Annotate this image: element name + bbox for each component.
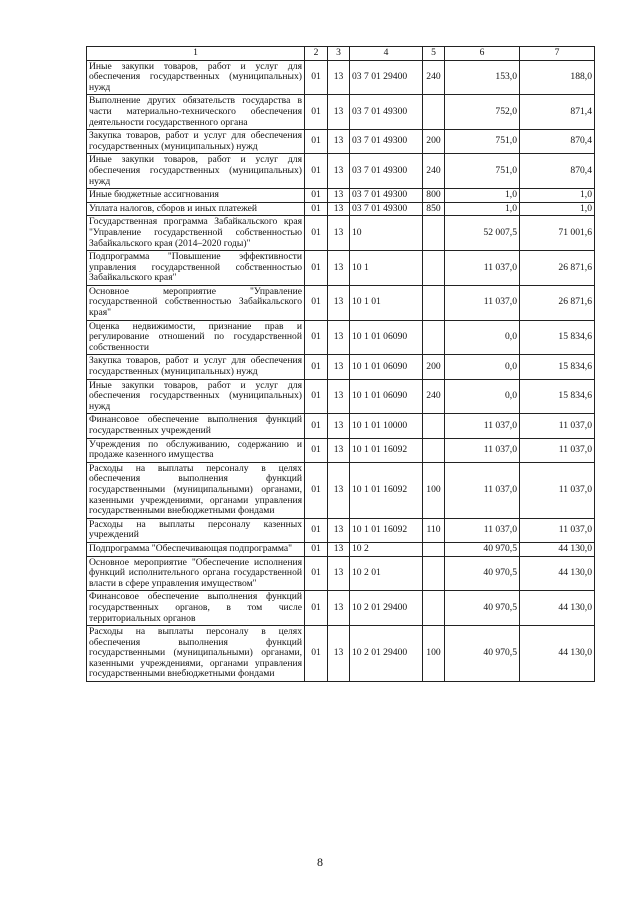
cell-target-article: 10 1 01 [350,285,423,320]
cell-subsection: 13 [328,462,350,518]
table-row [87,154,595,189]
cell-description: Расходы на выплаты персоналу в целях обеспечения выполнения функций государственными (муниципальными) органами, казенными учреждениями, органами управления государственными внебюджетными фондами [87,626,305,682]
cell-section: 01 [305,130,328,154]
cell-subsection: 13 [328,60,350,95]
table-row [87,591,595,626]
table-row [87,518,595,542]
table-row [87,285,595,320]
table-row [87,626,595,682]
cell-description: Государственная программа Забайкальского края "Управление государственной собственностью Забайкальского края (2014–2020 годы)" [87,216,305,251]
cell-amount-year1: 0,0 [445,320,520,355]
header-cell-amount-year1: 6 [445,47,520,61]
cell-amount-year1: 11 037,0 [445,438,520,462]
cell-subsection: 13 [328,320,350,355]
cell-section: 01 [305,626,328,682]
cell-subsection: 13 [328,251,350,286]
cell-expense-type: 240 [423,60,445,95]
header-cell-subsection: 3 [328,47,350,61]
table-row [87,216,595,251]
cell-section: 01 [305,355,328,379]
cell-section: 01 [305,60,328,95]
header-cell-section: 2 [305,47,328,61]
cell-description: Иные закупки товаров, работ и услуг для обеспечения государственных (муниципальных) нужд [87,154,305,189]
cell-expense-type: 800 [423,189,445,203]
cell-subsection: 13 [328,154,350,189]
cell-amount-year1: 751,0 [445,130,520,154]
cell-expense-type: 100 [423,626,445,682]
cell-amount-year1: 40 970,5 [445,591,520,626]
cell-amount-year1: 752,0 [445,95,520,130]
cell-description: Оценка недвижимости, признание прав и регулирование отношений по государственной собственности [87,320,305,355]
cell-section: 01 [305,95,328,130]
cell-description: Закупка товаров, работ и услуг для обеспечения государственных (муниципальных) нужд [87,355,305,379]
cell-section: 01 [305,285,328,320]
cell-expense-type: 240 [423,154,445,189]
cell-expense-type: 850 [423,202,445,216]
cell-target-article: 10 1 01 06090 [350,320,423,355]
cell-target-article: 10 2 01 29400 [350,626,423,682]
cell-target-article: 10 1 01 06090 [350,355,423,379]
cell-expense-type: 240 [423,379,445,414]
cell-amount-year2: 870,4 [520,130,595,154]
cell-section: 01 [305,414,328,438]
cell-expense-type [423,95,445,130]
cell-amount-year2: 15 834,6 [520,320,595,355]
cell-expense-type: 110 [423,518,445,542]
cell-target-article: 03 7 01 49300 [350,189,423,203]
cell-amount-year2: 44 130,0 [520,591,595,626]
cell-expense-type [423,251,445,286]
cell-target-article: 10 [350,216,423,251]
cell-amount-year1: 40 970,5 [445,556,520,591]
table-row [87,542,595,556]
cell-target-article: 10 1 [350,251,423,286]
cell-target-article: 10 1 01 06090 [350,379,423,414]
table-row [87,556,595,591]
cell-expense-type: 100 [423,462,445,518]
cell-amount-year2: 11 037,0 [520,414,595,438]
cell-amount-year1: 0,0 [445,355,520,379]
cell-amount-year1: 11 037,0 [445,285,520,320]
cell-description: Подпрограмма "Обеспечивающая подпрограмма" [87,542,305,556]
header-cell-expense-type: 5 [423,47,445,61]
cell-amount-year1: 751,0 [445,154,520,189]
table-row [87,438,595,462]
cell-subsection: 13 [328,95,350,130]
cell-description: Иные закупки товаров, работ и услуг для обеспечения государственных (муниципальных) нужд [87,379,305,414]
table-row [87,414,595,438]
cell-amount-year2: 71 001,6 [520,216,595,251]
table-row [87,60,595,95]
cell-target-article: 10 1 01 16092 [350,438,423,462]
cell-section: 01 [305,591,328,626]
cell-subsection: 13 [328,414,350,438]
header-cell-description: 1 [87,47,305,61]
cell-amount-year1: 11 037,0 [445,462,520,518]
cell-section: 01 [305,154,328,189]
cell-amount-year2: 870,4 [520,154,595,189]
table-row [87,355,595,379]
table-row [87,189,595,203]
cell-amount-year2: 11 037,0 [520,462,595,518]
cell-target-article: 03 7 01 49300 [350,130,423,154]
cell-description: Финансовое обеспечение выполнения функций государственных учреждений [87,414,305,438]
cell-section: 01 [305,189,328,203]
cell-amount-year1: 0,0 [445,379,520,414]
table-row [87,320,595,355]
cell-target-article: 03 7 01 49300 [350,95,423,130]
cell-target-article: 10 2 01 [350,556,423,591]
table-row [87,202,595,216]
cell-expense-type [423,591,445,626]
cell-description: Финансовое обеспечение выполнения функций государственных органов, в том числе территориальных органов [87,591,305,626]
cell-amount-year2: 871,4 [520,95,595,130]
cell-expense-type: 200 [423,130,445,154]
cell-target-article: 03 7 01 49300 [350,202,423,216]
cell-section: 01 [305,556,328,591]
cell-amount-year1: 40 970,5 [445,626,520,682]
header-cell-amount-year2: 7 [520,47,595,61]
cell-subsection: 13 [328,202,350,216]
cell-subsection: 13 [328,626,350,682]
header-cell-target-article: 4 [350,47,423,61]
cell-amount-year1: 11 037,0 [445,518,520,542]
table-header-row [87,47,595,61]
cell-section: 01 [305,379,328,414]
cell-amount-year2: 1,0 [520,202,595,216]
cell-description: Основное мероприятие "Управление государственной собственностью Забайкальского края" [87,285,305,320]
cell-expense-type [423,438,445,462]
cell-section: 01 [305,518,328,542]
cell-subsection: 13 [328,438,350,462]
cell-subsection: 13 [328,355,350,379]
cell-target-article: 10 1 01 16092 [350,518,423,542]
cell-subsection: 13 [328,130,350,154]
cell-expense-type: 200 [423,355,445,379]
cell-description: Учреждения по обслуживанию, содержанию и продаже казенного имущества [87,438,305,462]
table-row [87,251,595,286]
cell-expense-type [423,216,445,251]
cell-amount-year2: 15 834,6 [520,355,595,379]
cell-amount-year2: 44 130,0 [520,556,595,591]
cell-amount-year2: 1,0 [520,189,595,203]
cell-description: Основное мероприятие "Обеспечение исполнения функций исполнительного органа государственной власти в сфере управления имуществом" [87,556,305,591]
table-row [87,462,595,518]
cell-description: Закупка товаров, работ и услуг для обеспечения государственных (муниципальных) нужд [87,130,305,154]
cell-description: Подпрограмма "Повышение эффективности управления государственной собственностью Забайкальского края" [87,251,305,286]
cell-amount-year1: 11 037,0 [445,414,520,438]
cell-amount-year2: 11 037,0 [520,438,595,462]
cell-description: Иные бюджетные ассигнования [87,189,305,203]
cell-amount-year1: 40 970,5 [445,542,520,556]
cell-target-article: 03 7 01 49300 [350,154,423,189]
cell-amount-year2: 188,0 [520,60,595,95]
cell-subsection: 13 [328,591,350,626]
cell-description: Иные закупки товаров, работ и услуг для обеспечения государственных (муниципальных) нужд [87,60,305,95]
budget-table [86,46,595,682]
cell-amount-year1: 1,0 [445,189,520,203]
table-row [87,130,595,154]
cell-amount-year2: 26 871,6 [520,251,595,286]
cell-expense-type [423,542,445,556]
cell-amount-year1: 52 007,5 [445,216,520,251]
cell-target-article: 10 1 01 10000 [350,414,423,438]
cell-expense-type [423,556,445,591]
table-row [87,379,595,414]
cell-subsection: 13 [328,556,350,591]
cell-amount-year2: 26 871,6 [520,285,595,320]
cell-amount-year2: 11 037,0 [520,518,595,542]
cell-section: 01 [305,320,328,355]
cell-amount-year2: 44 130,0 [520,542,595,556]
cell-description: Расходы на выплаты персоналу казенных учреждений [87,518,305,542]
cell-description: Уплата налогов, сборов и иных платежей [87,202,305,216]
cell-section: 01 [305,438,328,462]
cell-expense-type [423,285,445,320]
cell-target-article: 10 1 01 16092 [350,462,423,518]
cell-subsection: 13 [328,189,350,203]
cell-target-article: 10 2 01 29400 [350,591,423,626]
cell-section: 01 [305,202,328,216]
cell-target-article: 10 2 [350,542,423,556]
table-row [87,95,595,130]
cell-description: Расходы на выплаты персоналу в целях обеспечения выполнения функций государственными (муниципальными) органами, казенными учреждениями, органами управления государственными внебюджетными фондами [87,462,305,518]
cell-section: 01 [305,251,328,286]
cell-expense-type [423,320,445,355]
cell-subsection: 13 [328,379,350,414]
cell-amount-year1: 153,0 [445,60,520,95]
cell-subsection: 13 [328,285,350,320]
cell-amount-year1: 11 037,0 [445,251,520,286]
cell-subsection: 13 [328,542,350,556]
cell-amount-year1: 1,0 [445,202,520,216]
cell-amount-year2: 44 130,0 [520,626,595,682]
cell-subsection: 13 [328,216,350,251]
cell-subsection: 13 [328,518,350,542]
cell-expense-type [423,414,445,438]
page-number: 8 [317,855,323,869]
cell-section: 01 [305,216,328,251]
cell-description: Выполнение других обязательств государства в части материально-технического обеспечения деятельности государственного органа [87,95,305,130]
cell-section: 01 [305,462,328,518]
cell-amount-year2: 15 834,6 [520,379,595,414]
cell-target-article: 03 7 01 29400 [350,60,423,95]
cell-section: 01 [305,542,328,556]
